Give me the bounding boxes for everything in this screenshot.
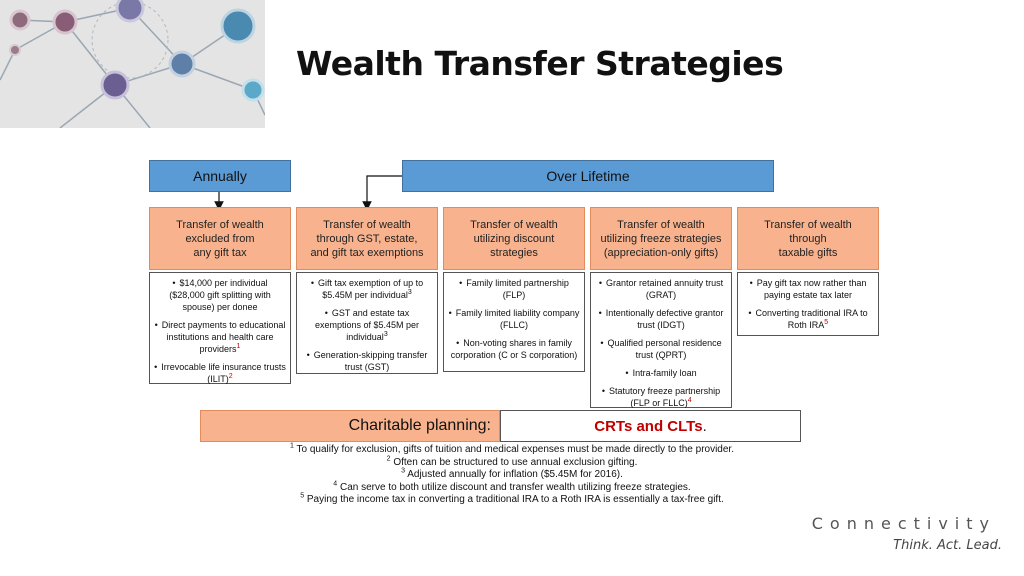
strategy-item: • Generation-skipping transfer trust (GST) bbox=[306, 350, 428, 372]
strategy-item: • Pay gift tax now rather than paying estate tax later bbox=[749, 278, 867, 300]
strategy-item: • Intentionally defective grantor trust (IDGT) bbox=[598, 308, 724, 330]
category-header-taxable-gifts bbox=[737, 207, 879, 270]
crt-clt-suffix: . bbox=[702, 417, 707, 435]
strategy-list-gift-tax-excluded bbox=[149, 272, 291, 384]
charitable-planning-label: Charitable planning: bbox=[200, 410, 500, 442]
crt-clt-text: CRTs and CLTs bbox=[594, 417, 703, 435]
footnote: $^1$ To qualify for exclusion, gifts of tuition and medical expenses must be made directly to the provider. bbox=[290, 442, 734, 455]
brand-name: Connectivity bbox=[811, 514, 996, 533]
strategy-list-discount bbox=[443, 272, 585, 372]
footnotes bbox=[200, 444, 824, 507]
strategy-item: • Qualified personal residence trust (QPRT) bbox=[600, 338, 722, 360]
strategy-list-freeze bbox=[590, 272, 732, 408]
category-header-label: Transfer of wealth utilizing discount strategies bbox=[470, 218, 558, 259]
page-title: Wealth Transfer Strategies bbox=[296, 44, 784, 83]
strategy-list-taxable-gifts bbox=[737, 272, 879, 336]
category-header-gift-tax-excluded bbox=[149, 207, 291, 270]
lifetime-arrow bbox=[367, 176, 402, 206]
footnote: $^4$ Can serve to both utilize discount and transfer wealth utilizing freeze strategies. bbox=[333, 480, 691, 493]
strategy-item: • Converting traditional IRA to Roth IRA$^5$ bbox=[748, 308, 868, 330]
strategy-item: • Direct payments to educational institutions and health care providers$^1$ bbox=[154, 320, 286, 354]
annually-box: Annually bbox=[149, 160, 291, 192]
strategy-item: • Gift tax exemption of up to $5.45M per individual$^3$ bbox=[310, 278, 424, 300]
strategy-item: • GST and estate tax exemptions of $5.45M per individual$^3$ bbox=[314, 308, 420, 342]
strategy-item: • Irrevocable life insurance trusts (ILIT)$^2$ bbox=[154, 362, 286, 384]
strategy-item: • $14,000 per individual ($28,000 gift splitting with spouse) per donee bbox=[169, 278, 271, 312]
strategy-item: • Family limited liability company (FLLC) bbox=[448, 308, 580, 330]
footnote: $^3$ Adjusted annually for inflation ($5.45M for 2016). bbox=[401, 467, 623, 480]
charitable-planning-value bbox=[500, 410, 801, 442]
category-header-label: Transfer of wealth excluded from any gift tax bbox=[176, 218, 264, 259]
strategy-list-gst-estate bbox=[296, 272, 438, 374]
strategy-item: • Grantor retained annuity trust (GRAT) bbox=[598, 278, 724, 300]
footnote: $^2$ Often can be structured to use annual exclusion gifting. bbox=[386, 455, 638, 468]
brand-tagline: Think. Act. Lead. bbox=[893, 538, 1002, 553]
category-header-gst-estate bbox=[296, 207, 438, 270]
footnote: $^5$ Paying the income tax in converting a traditional IRA to a Roth IRA is essentially a tax-free gift. bbox=[300, 492, 724, 505]
category-header-label: Transfer of wealth through GST, estate, and gift tax exemptions bbox=[310, 218, 424, 259]
category-header-label: Transfer of wealth through taxable gifts bbox=[764, 218, 852, 259]
category-header-label: Transfer of wealth utilizing freeze strategies (appreciation-only gifts) bbox=[600, 218, 722, 259]
strategy-item: • Intra-family loan bbox=[625, 368, 697, 378]
category-header-freeze bbox=[590, 207, 732, 270]
strategy-item: • Family limited partnership (FLP) bbox=[459, 278, 569, 300]
strategy-item: • Statutory freeze partnership (FLP or FLLC)$^4$ bbox=[601, 386, 721, 408]
over-lifetime-box: Over Lifetime bbox=[402, 160, 774, 192]
strategy-item: • Non-voting shares in family corporation (C or S corporation) bbox=[450, 338, 578, 360]
category-header-discount bbox=[443, 207, 585, 270]
